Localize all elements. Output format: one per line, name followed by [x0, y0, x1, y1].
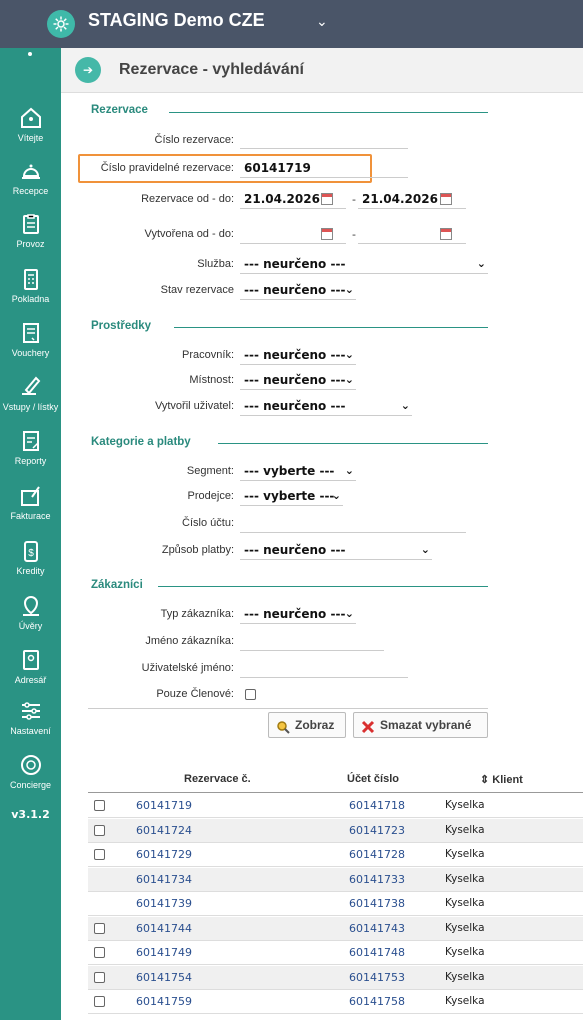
row-checkbox[interactable] — [94, 825, 105, 836]
sidebar-item-clipboard[interactable] — [0, 211, 61, 249]
sluzba-value: --- neurčeno --- — [244, 257, 346, 271]
klient-cell: Kyselka — [445, 848, 485, 860]
section-divider — [174, 327, 488, 328]
bell-icon — [0, 158, 61, 184]
ucet-link[interactable]: 60141723 — [349, 823, 405, 837]
pracovnik-value: --- neurčeno --- — [244, 348, 346, 362]
vytvoril-value: --- neurčeno --- — [244, 399, 346, 413]
zpusob-platby-value: --- neurčeno --- — [244, 543, 346, 557]
zpusob-platby-label: Způsob platby: — [161, 544, 234, 556]
calendar-icon[interactable] — [321, 193, 333, 205]
row-checkbox[interactable] — [94, 923, 105, 934]
sliders-icon — [0, 698, 61, 724]
section-kategorie: Kategorie a platby — [91, 436, 191, 448]
column-header-rezervace[interactable]: Rezervace č. — [184, 773, 251, 785]
cislo-uctu-input[interactable] — [240, 513, 466, 533]
ucet-link[interactable]: 60141728 — [349, 848, 405, 861]
section-rezervace: Rezervace — [91, 104, 148, 116]
zobraz-button[interactable] — [268, 712, 346, 738]
klient-cell: Kyselka — [445, 872, 485, 885]
loan-icon — [0, 593, 61, 619]
svg-text:$: $ — [27, 548, 34, 559]
table-row — [88, 892, 583, 916]
vytvoril-select[interactable] — [240, 396, 412, 416]
chevron-down-icon: ⌄ — [331, 489, 341, 502]
section-divider — [169, 112, 488, 113]
sidebar-item-report[interactable] — [0, 428, 61, 466]
cislo-pravidelne-input[interactable]: 60141719 — [240, 158, 408, 178]
zpusob-platby-select[interactable] — [240, 540, 432, 560]
divider — [88, 708, 488, 709]
chevron-down-icon: ⌄ — [344, 348, 354, 361]
cislo-uctu-label: Číslo účtu: — [182, 517, 234, 529]
sidebar-item-voucher[interactable] — [0, 320, 61, 358]
table-row — [88, 990, 583, 1014]
column-header-klient-label: Klient — [492, 774, 523, 786]
pouze-clenove-checkbox[interactable] — [245, 689, 256, 700]
cislo-pravidelne-label: Číslo pravidelné rezervace: — [100, 162, 234, 174]
sidebar-item-label: Nastavení — [10, 726, 51, 736]
klient-cell: Kyselka — [445, 799, 485, 811]
chevron-down-icon: ⌄ — [400, 399, 410, 412]
sidebar-item-label: Adresář — [14, 675, 47, 685]
cislo-rezervace-label: Číslo rezervace: — [154, 134, 234, 146]
register-icon — [0, 266, 61, 292]
search-icon — [276, 718, 290, 742]
stav-select[interactable] — [240, 280, 356, 300]
ucet-link[interactable]: 60141758 — [349, 995, 405, 1008]
row-checkbox[interactable] — [94, 996, 105, 1007]
rezervace-link[interactable]: 60141754 — [136, 970, 192, 984]
ucet-link[interactable]: 60141733 — [349, 872, 405, 886]
sidebar-item-sliders[interactable] — [0, 698, 61, 736]
row-checkbox[interactable] — [94, 947, 105, 958]
sidebar-item-label: Concierge — [9, 780, 52, 790]
sluzba-label: Služba: — [197, 258, 234, 270]
mistnost-select[interactable] — [240, 370, 356, 390]
sidebar-item-concierge[interactable] — [0, 752, 61, 790]
version-label: v3.1.2 — [11, 808, 50, 821]
klient-cell: Kyselka — [445, 823, 485, 836]
typ-zakaznika-select[interactable] — [240, 604, 356, 624]
sidebar-item-ticket[interactable] — [0, 374, 61, 412]
pracovnik-label: Pracovník: — [182, 349, 234, 361]
column-header-ucet[interactable]: Účet číslo — [347, 773, 399, 785]
rezervace-link[interactable]: 60141719 — [136, 799, 192, 812]
ticket-icon — [0, 374, 61, 400]
mistnost-value: --- neurčeno --- — [244, 373, 346, 387]
row-checkbox[interactable] — [94, 972, 105, 983]
klient-cell: Kyselka — [445, 921, 485, 934]
rezervace-to-input[interactable]: 21.04.2026 — [358, 189, 466, 209]
chevron-down-icon: ⌄ — [344, 464, 354, 477]
segment-label: Segment: — [186, 465, 234, 477]
page-title: Rezervace - vyhledávání — [119, 61, 304, 78]
clipboard-icon — [0, 211, 61, 237]
sidebar-item-label: Provoz — [16, 239, 45, 249]
mistnost-label: Místnost: — [189, 374, 234, 386]
prodejce-value: --- vyberte --- — [244, 489, 335, 503]
smazat-vybrane-button[interactable] — [353, 712, 488, 738]
stav-value: --- neurčeno --- — [244, 283, 346, 297]
stav-label: Stav rezervace — [160, 284, 234, 296]
table-row — [88, 819, 583, 843]
sidebar-item-bell[interactable] — [0, 158, 61, 196]
date-dash: - — [352, 228, 356, 241]
chevron-down-icon[interactable]: ⌄ — [316, 14, 328, 30]
typ-zakaznika-value: --- neurčeno --- — [244, 607, 346, 621]
chevron-down-icon: ⌄ — [476, 257, 486, 270]
app-title[interactable]: STAGING Demo CZE — [88, 10, 265, 30]
calendar-icon[interactable] — [440, 193, 452, 205]
rezervace-link[interactable]: 60141759 — [136, 995, 192, 1008]
sidebar-item-register[interactable] — [0, 266, 61, 304]
ucet-link[interactable]: 60141738 — [349, 897, 405, 910]
gear-logo-icon[interactable] — [47, 10, 75, 38]
delete-icon — [361, 718, 375, 742]
sidebar-item-home[interactable] — [0, 105, 61, 143]
chevron-down-icon: ⌄ — [420, 543, 430, 556]
table-row — [88, 843, 583, 867]
rezervace-link[interactable]: 60141744 — [136, 921, 192, 935]
sidebar-item-label: Kredity — [16, 566, 45, 576]
pracovnik-select[interactable] — [240, 345, 356, 365]
table-row — [88, 966, 583, 990]
ucet-link[interactable]: 60141748 — [349, 946, 405, 959]
klient-cell: Kyselka — [445, 946, 485, 958]
cislo-rezervace-input[interactable] — [240, 129, 408, 149]
klient-cell: Kyselka — [445, 995, 485, 1007]
vytvoril-label: Vytvořil uživatel: — [154, 400, 234, 412]
ucet-link[interactable]: 60141743 — [349, 921, 405, 935]
invoice-icon — [0, 483, 61, 509]
smazat-label: Smazat vybrané — [380, 718, 472, 732]
table-row — [88, 917, 583, 941]
segment-select[interactable] — [240, 461, 356, 481]
jmeno-input[interactable] — [240, 631, 384, 651]
sidebar-item-label: Recepce — [12, 186, 49, 196]
home-icon — [0, 105, 61, 131]
ucet-link[interactable]: 60141718 — [349, 799, 405, 812]
top-bar — [0, 0, 583, 48]
sluzba-select[interactable] — [240, 254, 488, 274]
uzivatelske-jmeno-input[interactable] — [240, 658, 408, 678]
segment-value: --- vyberte --- — [244, 464, 335, 478]
sidebar-item-label: Vouchery — [11, 348, 50, 358]
row-checkbox[interactable] — [94, 849, 105, 860]
section-zakaznici: Zákazníci — [91, 579, 143, 591]
rezervace-link[interactable]: 60141734 — [136, 872, 192, 886]
table-row — [88, 941, 583, 965]
sidebar-item-invoice[interactable] — [0, 483, 61, 521]
klient-cell: Kyselka — [445, 897, 485, 909]
report-icon — [0, 428, 61, 454]
sidebar-item-label: Fakturace — [10, 511, 51, 521]
credit-icon — [0, 538, 61, 564]
uzivatelske-jmeno-label: Uživatelské jméno: — [141, 662, 234, 674]
calendar-icon[interactable] — [321, 228, 333, 240]
sidebar-item-credit[interactable] — [0, 538, 61, 576]
chevron-down-icon: ⌄ — [344, 283, 354, 296]
klient-cell: Kyselka — [445, 970, 485, 983]
row-checkbox[interactable] — [94, 800, 105, 811]
addressbook-icon — [0, 647, 61, 673]
sidebar-item-label: Vstupy / lístky — [2, 402, 59, 412]
section-prostredky: Prostředky — [91, 320, 152, 332]
rezervace-from-input[interactable]: 21.04.2026 — [240, 189, 346, 209]
sidebar-item-label: Úvěry — [18, 621, 43, 631]
ucet-link[interactable]: 60141753 — [349, 970, 405, 984]
concierge-icon — [0, 752, 61, 778]
sidebar — [0, 0, 61, 1020]
table-header-divider — [88, 792, 583, 793]
rezervace-link[interactable]: 60141724 — [136, 823, 192, 837]
pouze-clenove-label: Pouze Členové: — [156, 688, 234, 700]
rezervace-od-do-label: Rezervace od - do: — [141, 193, 234, 205]
rezervace-link[interactable]: 60141739 — [136, 897, 192, 910]
section-divider — [158, 586, 488, 587]
date-dash: - — [352, 193, 356, 206]
chevron-down-icon: ⌄ — [344, 373, 354, 386]
sort-icon: ⇕ — [480, 774, 490, 786]
table-row — [88, 794, 583, 818]
typ-zakaznika-label: Typ zákazníka: — [160, 608, 234, 620]
table-row — [88, 868, 583, 892]
sidebar-item-addressbook[interactable] — [0, 647, 61, 685]
calendar-icon[interactable] — [440, 228, 452, 240]
rezervace-link[interactable]: 60141729 — [136, 848, 192, 861]
arrow-right-icon[interactable]: ➔ — [75, 57, 101, 83]
zobraz-label: Zobraz — [295, 718, 335, 732]
column-header-klient[interactable] — [480, 773, 523, 786]
rezervace-link[interactable]: 60141749 — [136, 946, 192, 959]
vytvorena-od-do-label: Vytvořena od - do: — [144, 228, 234, 240]
sidebar-item-label: Vítejte — [17, 133, 44, 143]
voucher-icon — [0, 320, 61, 346]
section-divider — [218, 443, 488, 444]
chevron-down-icon: ⌄ — [344, 607, 354, 620]
jmeno-label: Jméno zákazníka: — [145, 635, 234, 647]
page-header — [61, 48, 583, 93]
prodejce-select[interactable] — [240, 486, 343, 506]
sidebar-item-label: Reporty — [14, 456, 47, 466]
sidebar-item-loan[interactable] — [0, 593, 61, 631]
prodejce-label: Prodejce: — [187, 490, 234, 502]
sidebar-item-label: Pokladna — [11, 294, 50, 304]
